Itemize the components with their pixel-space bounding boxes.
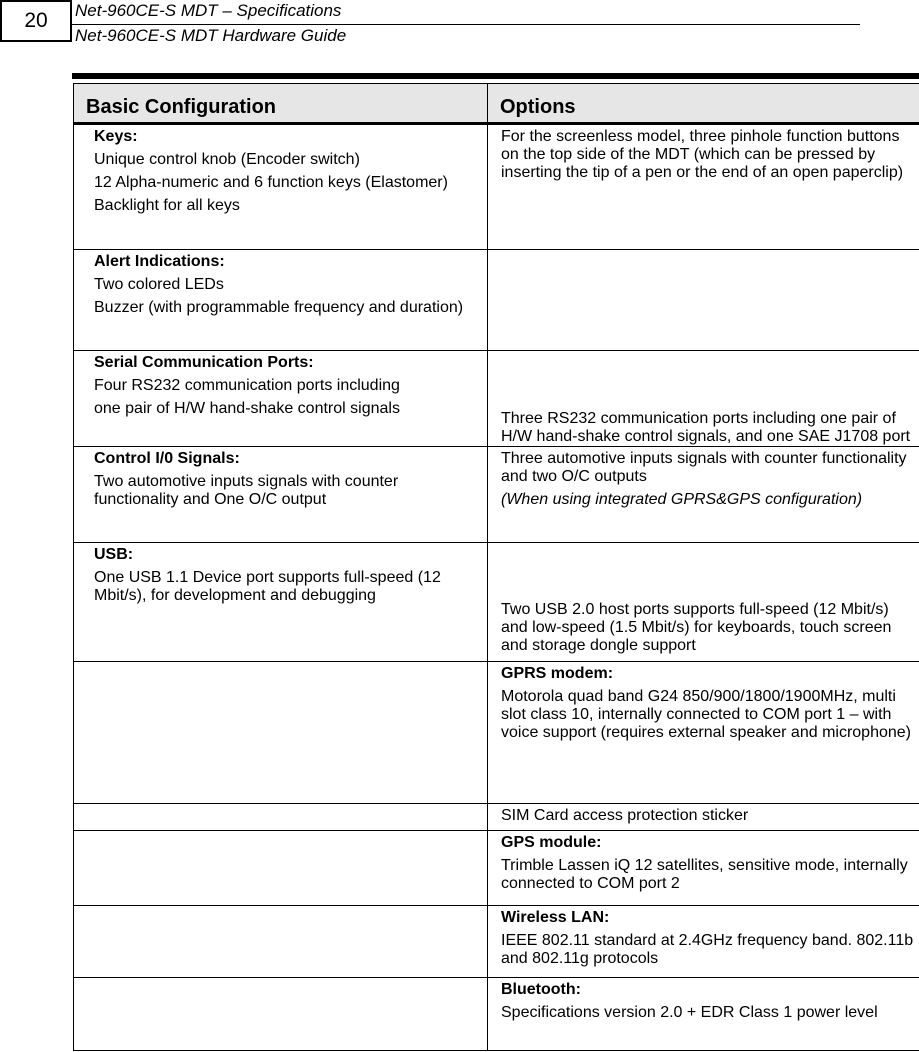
column-header-options: Options	[488, 84, 919, 124]
basic-cell	[74, 124, 488, 250]
basic-cell	[74, 250, 488, 351]
table-row	[74, 124, 919, 250]
option-cell	[488, 830, 919, 905]
row-text: Three automotive inputs signals with counter functionality and two O/C outputs	[501, 450, 907, 486]
option-cell	[488, 351, 919, 447]
table-row	[74, 803, 919, 830]
table-row	[74, 830, 919, 905]
row-text: Three RS232 communication ports including one pair of H/W hand-shake control signals, and one SAE J1708 port	[501, 410, 911, 446]
option-cell	[488, 662, 919, 803]
table-header-row	[74, 84, 919, 124]
row-text: Specifications version 2.0 + EDR Class 1 power level	[501, 1004, 878, 1022]
table-row	[74, 905, 919, 978]
row-title: Bluetooth:	[501, 981, 581, 999]
table-row	[74, 543, 919, 662]
row-title: Keys:	[94, 128, 138, 145]
option-cell	[488, 124, 919, 250]
row-title: Control I/0 Signals:	[94, 450, 240, 468]
basic-cell	[74, 978, 488, 1051]
page-number: 20	[0, 0, 72, 42]
row-title: USB:	[94, 546, 134, 564]
row-text: IEEE 802.11 standard at 2.4GHz frequency band. 802.11b and 802.11g protocols	[501, 931, 914, 967]
header-divider	[72, 24, 860, 25]
table-row	[74, 662, 919, 803]
basic-cell	[74, 905, 488, 978]
row-text: Unique control knob (Encoder switch)	[94, 151, 360, 168]
row-text: Motorola quad band G24 850/900/1800/1900MHz, multi slot class 10, internally connected to COM port 1 – with voice support (requires external speaker and microphone)	[501, 688, 911, 742]
basic-cell	[74, 351, 488, 447]
option-cell	[488, 250, 919, 351]
option-cell	[488, 447, 919, 543]
table-row	[74, 351, 919, 447]
row-text: For the screenless model, three pinhole function buttons on the top side of the MDT (which can be pressed by inserting the tip of a pen or the end of an open paperclip)	[501, 128, 904, 181]
option-cell	[488, 978, 919, 1051]
table-row	[74, 447, 919, 543]
row-title: Wireless LAN:	[501, 908, 610, 926]
document-title: Net-960CE-S MDT – Specifications	[75, 1, 342, 20]
basic-cell	[74, 830, 488, 905]
row-title: Serial Communication Ports:	[94, 354, 314, 372]
row-text: Two automotive inputs signals with counter functionality and One O/C output	[94, 473, 399, 509]
basic-cell	[74, 662, 488, 803]
section-divider	[72, 73, 919, 79]
row-note: (When using integrated GPRS&GPS configuration)	[501, 491, 863, 509]
document-subtitle: Net-960CE-S MDT Hardware Guide	[75, 26, 347, 45]
row-title: GPS module:	[501, 833, 602, 851]
table-row	[74, 250, 919, 351]
row-text: SIM Card access protection sticker	[501, 806, 749, 824]
row-text: Two USB 2.0 host ports supports full-speed (12 Mbit/s) and low-speed (1.5 Mbit/s) for keyboards, touch screen and storage dongle support	[501, 601, 892, 655]
basic-cell	[74, 447, 488, 543]
specifications-table	[73, 83, 919, 1051]
row-text: Trimble Lassen iQ 12 satellites, sensitive mode, internally connected to COM port 2	[501, 856, 908, 892]
row-title: GPRS modem:	[501, 665, 614, 683]
option-cell	[488, 905, 919, 978]
row-title: Alert Indications:	[94, 253, 225, 271]
column-header-basic: Basic Configuration	[74, 84, 488, 124]
row-text: Buzzer (with programmable frequency and duration)	[94, 299, 464, 317]
row-text: Two colored LEDs	[94, 276, 224, 294]
row-text: One USB 1.1 Device port supports full-speed (12 Mbit/s), for development and debugging	[94, 569, 441, 605]
row-text: Four RS232 communication ports including	[94, 377, 400, 395]
row-text: 12 Alpha-numeric and 6 function keys (Elastomer)	[94, 174, 448, 191]
option-cell	[488, 803, 919, 830]
basic-cell	[74, 543, 488, 662]
basic-cell	[74, 803, 488, 830]
row-text: one pair of H/W hand-shake control signals	[94, 400, 400, 418]
table-row	[74, 978, 919, 1051]
option-cell	[488, 543, 919, 662]
row-text: Backlight for all keys	[94, 197, 240, 214]
